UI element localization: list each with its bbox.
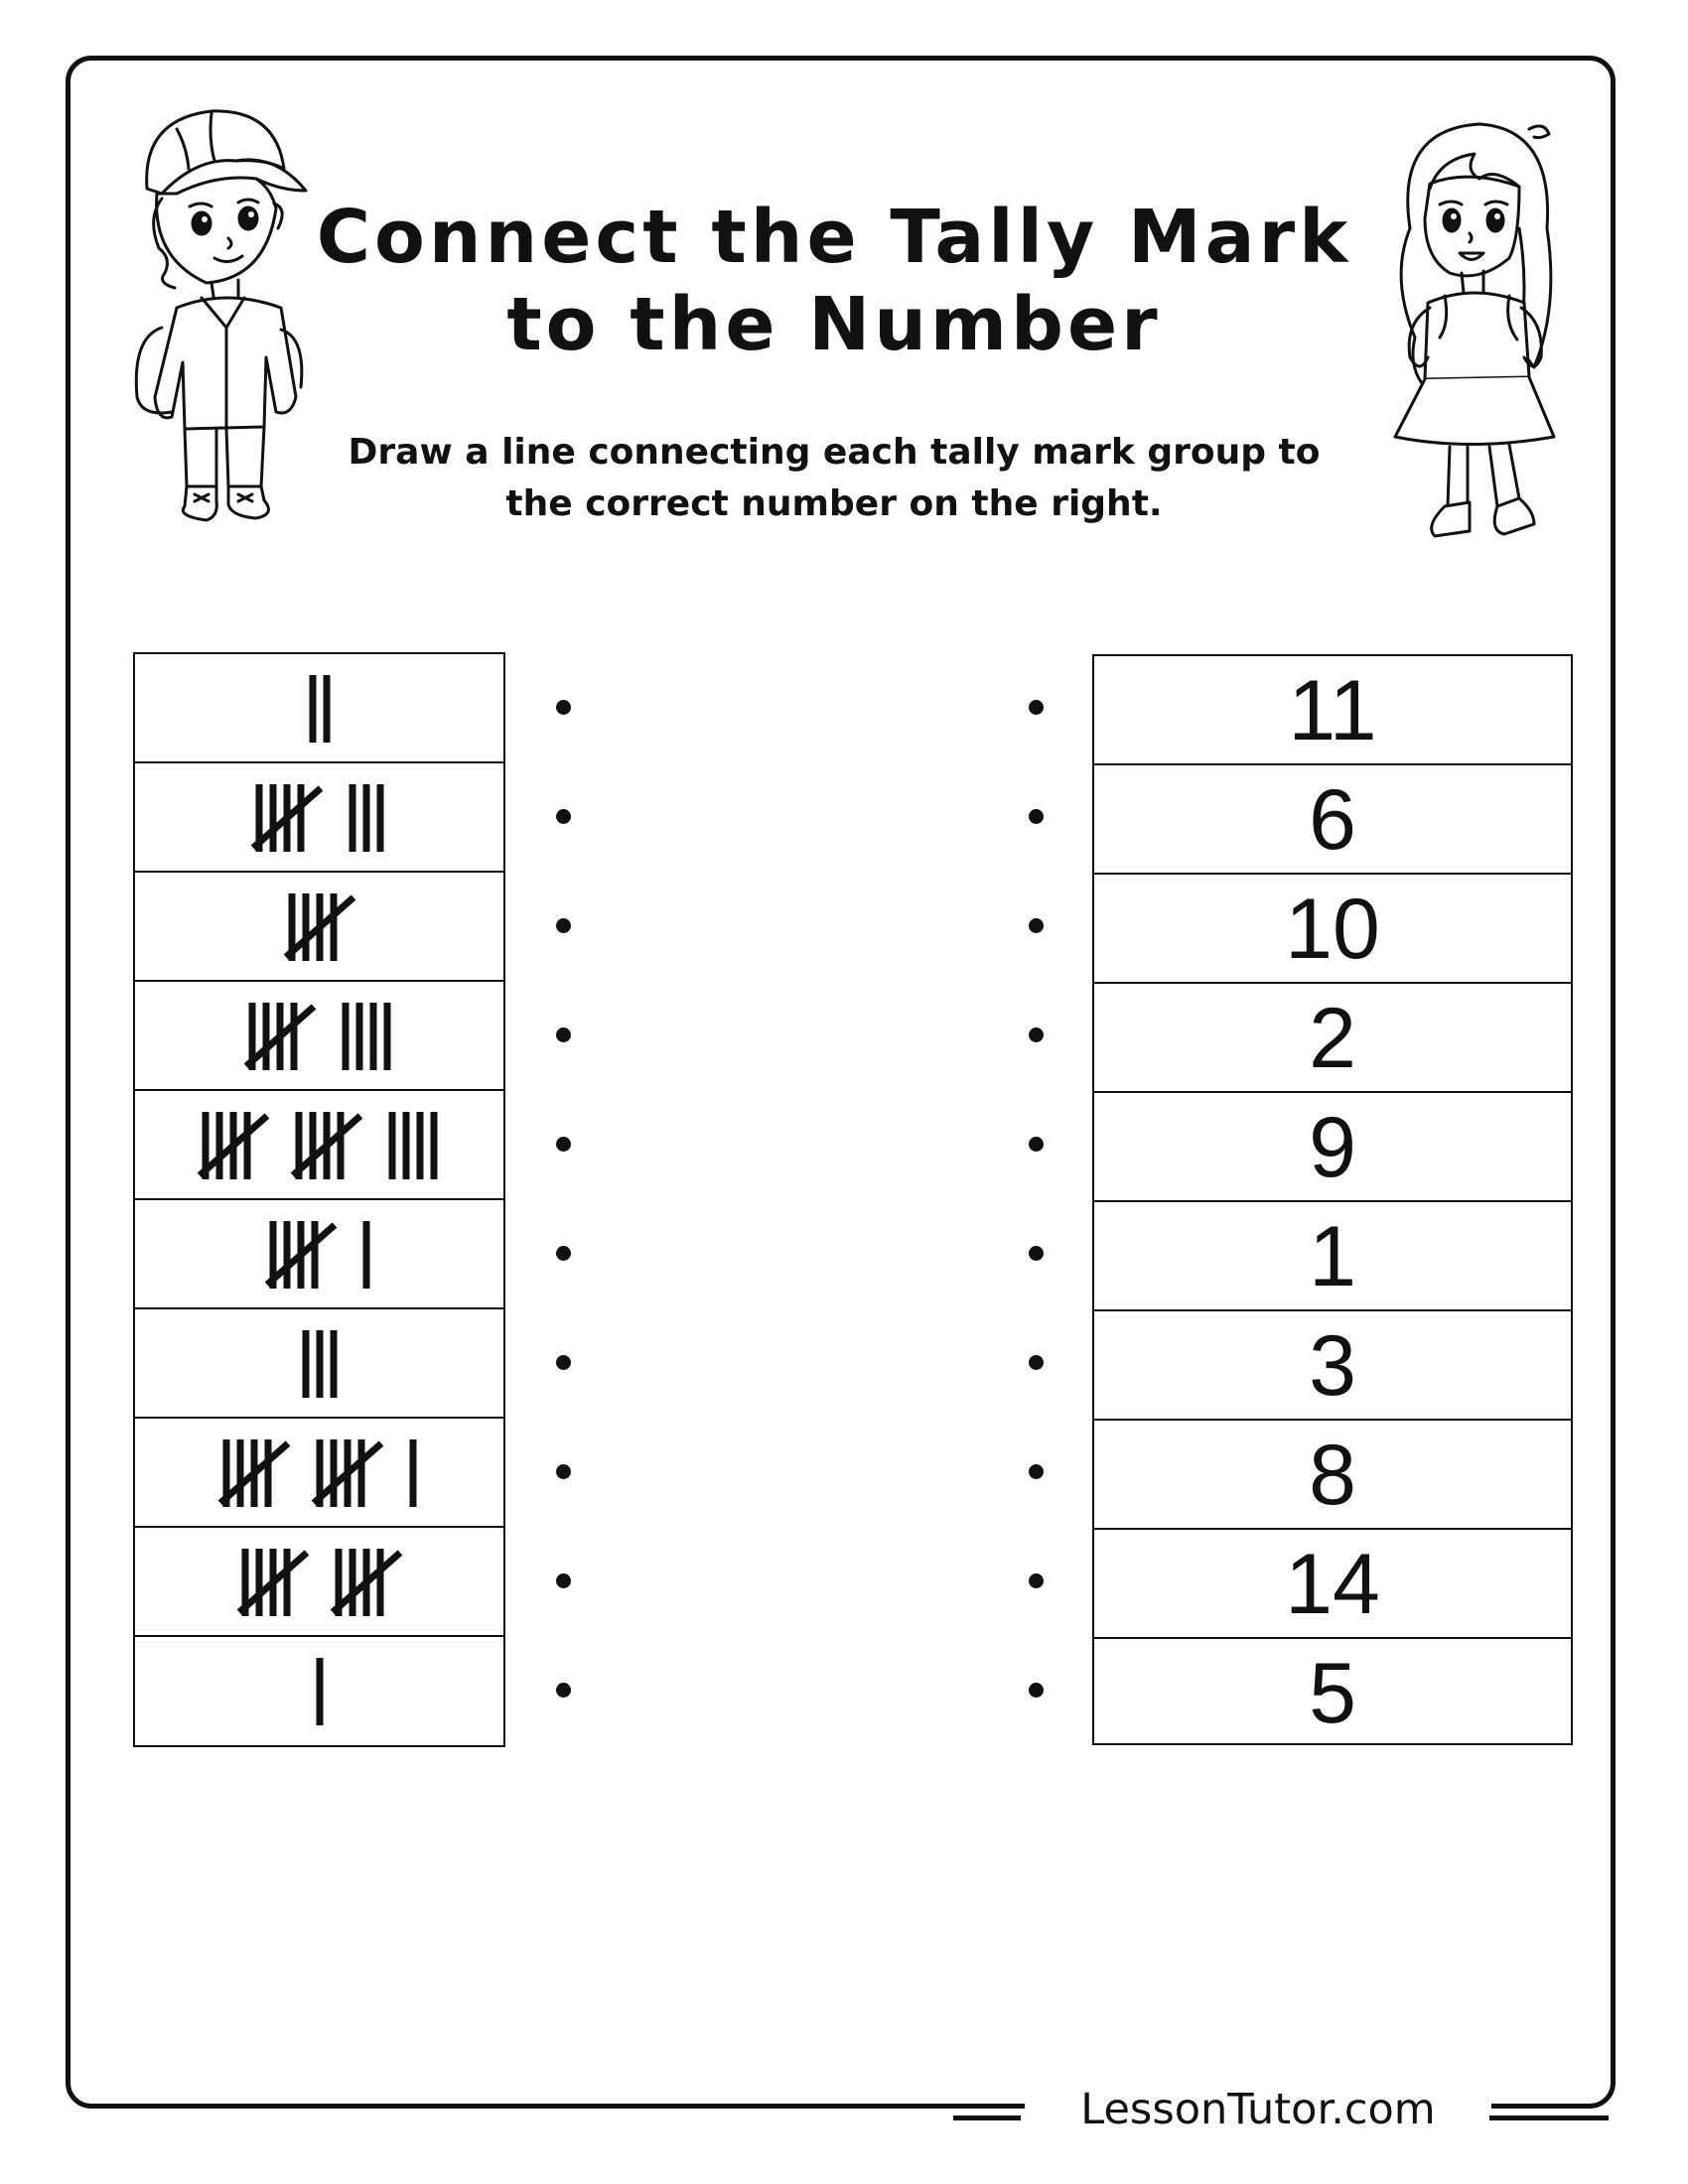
right-connect-dot[interactable] [1029, 1246, 1044, 1261]
tally-row [135, 982, 503, 1091]
number-row [1094, 1093, 1571, 1202]
tally-marks [194, 1106, 446, 1185]
tally-column [133, 652, 505, 1747]
tally-marks [261, 1215, 378, 1295]
number-row [1094, 1639, 1571, 1748]
tally-row [135, 1200, 503, 1309]
title-line-2: to the Number [506, 282, 1162, 367]
left-connect-dot[interactable] [556, 1355, 571, 1370]
tally-row [135, 1637, 503, 1746]
right-connect-dot[interactable] [1029, 809, 1044, 824]
left-connect-dot[interactable] [556, 700, 571, 715]
right-connect-dot[interactable] [1029, 1355, 1044, 1370]
footer-rule-left [953, 2116, 1021, 2120]
instruction-line-1: Draw a line connecting each tally mark group to [348, 432, 1321, 473]
tally-row [135, 763, 503, 873]
tally-marks [247, 778, 392, 858]
title-line-1: Connect the Tally Mark [316, 195, 1352, 280]
girl-illustration [1370, 109, 1579, 546]
number-label: 1 [1309, 1209, 1356, 1304]
footer-rule-right [1489, 2116, 1609, 2120]
tally-marks [301, 669, 339, 749]
left-connect-dot[interactable] [556, 918, 571, 933]
right-connect-dot[interactable] [1029, 1573, 1044, 1588]
number-column [1092, 654, 1573, 1745]
left-connect-dot[interactable] [556, 1246, 571, 1261]
number-label: 9 [1309, 1100, 1356, 1195]
tally-marks [280, 887, 359, 967]
tally-row [135, 654, 503, 763]
worksheet-title [298, 194, 1370, 368]
footer-brand: LessonTutor.com [1080, 2085, 1436, 2134]
boy-illustration [117, 99, 316, 526]
right-connect-dot[interactable] [1029, 1683, 1044, 1698]
left-connect-dot[interactable] [556, 1027, 571, 1042]
number-label: 5 [1309, 1646, 1356, 1741]
number-label: 2 [1309, 991, 1356, 1086]
tally-row [135, 1528, 503, 1637]
number-row [1094, 875, 1571, 984]
number-row [1094, 1421, 1571, 1530]
right-connect-dot[interactable] [1029, 1027, 1044, 1042]
tally-row [135, 1309, 503, 1419]
left-connect-dot[interactable] [556, 809, 571, 824]
tally-row [135, 873, 503, 982]
tally-row [135, 1091, 503, 1200]
left-connect-dot[interactable] [556, 1137, 571, 1152]
number-row [1094, 1202, 1571, 1311]
right-connect-dot[interactable] [1029, 918, 1044, 933]
instructions [298, 427, 1370, 530]
number-row [1094, 1311, 1571, 1421]
tally-marks [240, 997, 399, 1076]
number-row [1094, 1530, 1571, 1639]
number-row [1094, 656, 1571, 765]
tally-marks [233, 1543, 406, 1622]
number-label: 11 [1288, 663, 1377, 758]
number-label: 14 [1285, 1537, 1380, 1632]
right-connect-dot[interactable] [1029, 1464, 1044, 1479]
left-connect-dot[interactable] [556, 1573, 571, 1588]
number-label: 10 [1285, 882, 1380, 977]
instruction-line-2: the correct number on the right. [505, 483, 1163, 524]
number-label: 3 [1309, 1318, 1356, 1414]
right-connect-dot[interactable] [1029, 1137, 1044, 1152]
number-row [1094, 765, 1571, 875]
left-connect-dot[interactable] [556, 1683, 571, 1698]
right-connect-dot[interactable] [1029, 700, 1044, 715]
tally-marks [308, 1652, 332, 1731]
tally-marks [294, 1324, 346, 1404]
number-label: 6 [1309, 772, 1356, 868]
number-row [1094, 984, 1571, 1093]
number-label: 8 [1309, 1428, 1356, 1523]
tally-marks [214, 1433, 425, 1513]
tally-row [135, 1419, 503, 1528]
left-connect-dot[interactable] [556, 1464, 571, 1479]
